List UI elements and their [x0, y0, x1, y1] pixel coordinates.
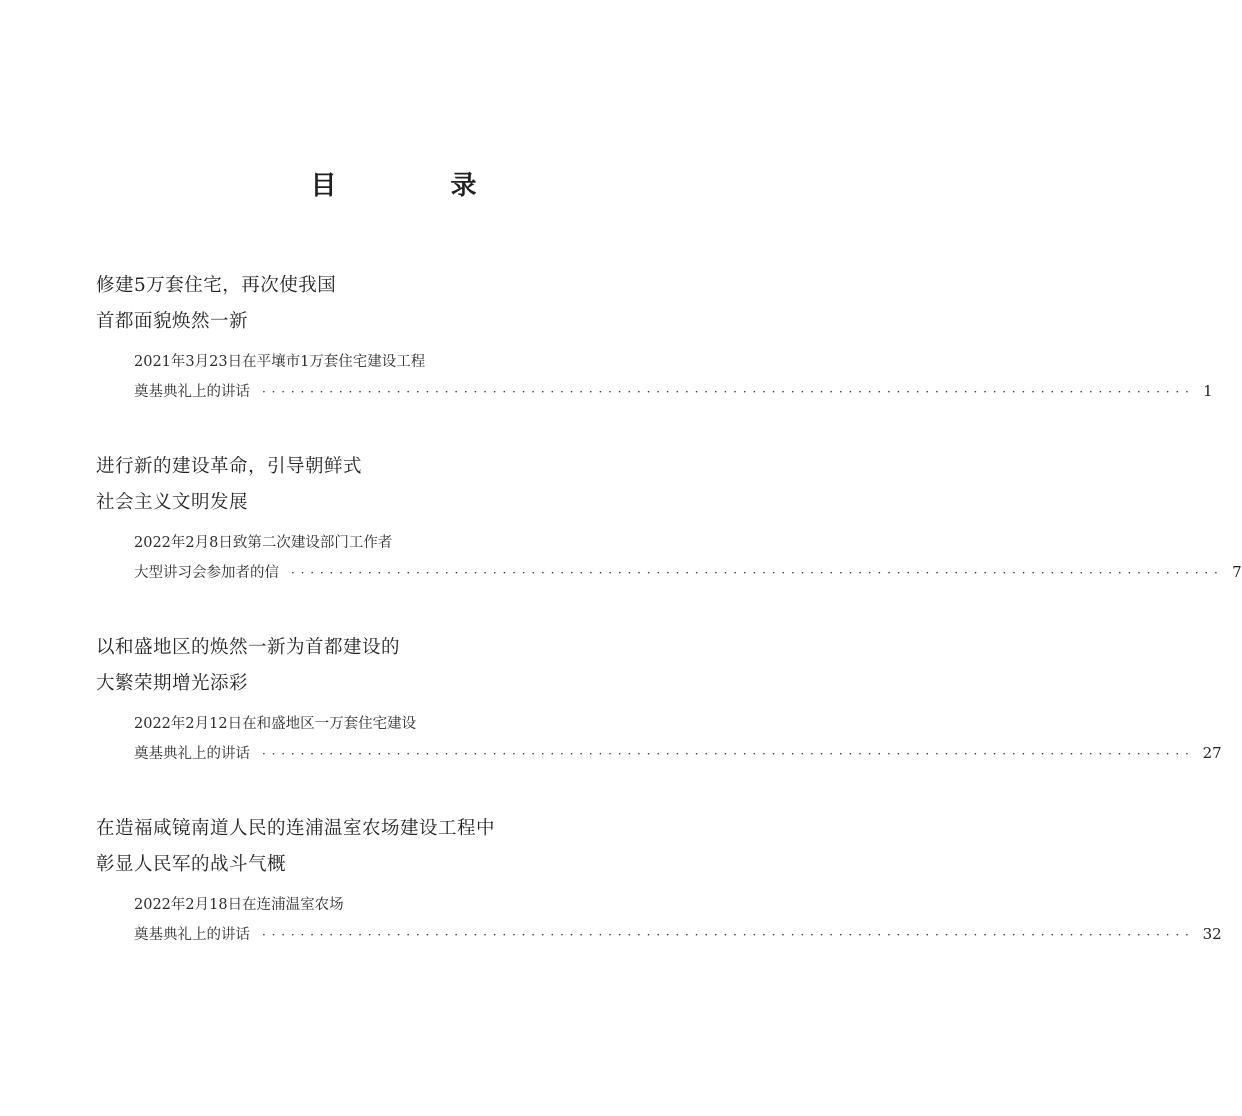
page-number: 1 — [1203, 382, 1213, 400]
entry-title-line-1: 进行新的建设革命，引导朝鲜式 — [96, 456, 363, 477]
entry-subtitle-line-2: 奠基典礼上的讲话 — [134, 384, 250, 400]
entry-subtitle-line-2: 奠基典礼上的讲话 — [134, 746, 250, 762]
entry-subtitle-line-1: 2022年2月12日在和盛地区一万套住宅建设 — [134, 716, 417, 732]
entry-subtitle-line-1: 2022年2月8日致第二次建设部门工作者 — [134, 535, 393, 551]
page-title: 目 录 — [310, 171, 521, 201]
dot-leader: ································································································· — [262, 928, 1195, 942]
entry-subtitle — [96, 710, 1222, 769]
dot-leader: ································································································· — [262, 385, 1195, 399]
table-of-contents — [96, 268, 1242, 992]
entry-title-line-1: 修建5万套住宅，再次使我国 — [96, 275, 337, 296]
entry-title-line-1: 以和盛地区的焕然一新为首都建设的 — [96, 637, 401, 658]
entry-subtitle-line-2: 大型讲习会参加者的信 — [134, 565, 279, 581]
entry-title-line-2: 社会主义文明发展 — [96, 492, 249, 513]
entry-leader-row — [134, 377, 1213, 407]
entry-leader-row — [134, 920, 1222, 950]
toc-entry[interactable] — [96, 268, 1213, 407]
entry-title-line-1: 在造福咸镜南道人民的连浦温室农场建设工程中 — [96, 818, 496, 839]
entry-title-line-2: 首都面貌焕然一新 — [96, 311, 249, 332]
page-number: 7 — [1232, 563, 1242, 581]
entry-leader-row — [134, 558, 1242, 588]
entry-subtitle-line-1: 2021年3月23日在平壤市1万套住宅建设工程 — [134, 354, 426, 370]
entry-subtitle — [96, 348, 1213, 407]
toc-entry[interactable] — [96, 630, 1222, 769]
entry-subtitle-line-2: 奠基典礼上的讲话 — [134, 927, 250, 943]
dot-leader: ································································································· — [262, 747, 1195, 761]
page-number: 32 — [1202, 925, 1222, 943]
entry-subtitle — [96, 891, 1222, 950]
entry-subtitle — [96, 529, 1242, 588]
entry-leader-row — [134, 739, 1222, 769]
toc-entry[interactable] — [96, 811, 1222, 950]
entry-subtitle-line-1: 2022年2月18日在连浦温室农场 — [134, 897, 344, 913]
toc-entry[interactable] — [96, 449, 1242, 588]
dot-leader: ································································································· — [291, 566, 1224, 580]
entry-title-line-2: 彰显人民军的战斗气概 — [96, 854, 287, 875]
page-number: 27 — [1202, 744, 1222, 762]
entry-title-line-2: 大繁荣期增光添彩 — [96, 673, 249, 694]
